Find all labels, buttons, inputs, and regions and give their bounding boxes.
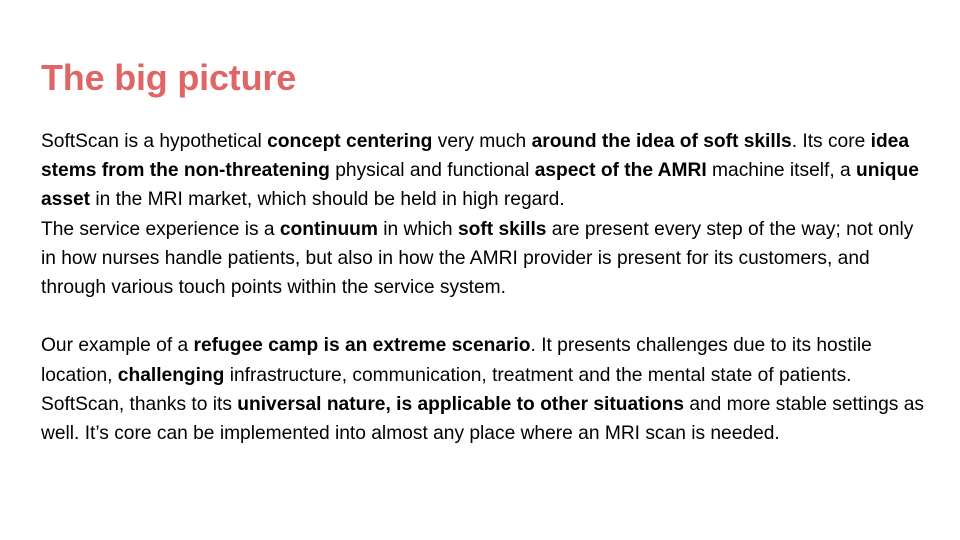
text-run: The service experience is a [41, 218, 280, 240]
text-run: are present every step of the way; not only in how nurses handle patients, but also in how the AMRI provider is present for its customers, and through various touch points within the service system. [41, 218, 914, 299]
text-run: physical and functional [329, 160, 535, 182]
text-run: very much [432, 131, 532, 152]
bold-run: challenging [117, 364, 225, 386]
text-run: . It presents challenges due to its hostile location, [41, 335, 872, 386]
text-run: machine itself, a [706, 160, 857, 182]
paragraph-spacer [41, 302, 931, 331]
bold-run: soft skills [457, 218, 547, 240]
text-run: in the MRI market, which should be held in high regard. [90, 189, 565, 211]
bold-run: universal nature, is applicable to other situations [237, 393, 684, 415]
text-run: infrastructure, communication, treatment and the mental state of patients. SoftScan, thanks to its [41, 364, 852, 415]
text-run: and more stable settings as well. It’s core can be implemented into almost any place where an MRI scan is needed. [41, 393, 924, 445]
text-run: . Its core [791, 131, 871, 152]
paragraph-service [41, 215, 931, 303]
text-run: SoftScan is a hypothetical [41, 131, 268, 152]
bold-run: idea stems from the non-threatening [41, 131, 910, 182]
paragraph-scenario [41, 331, 931, 448]
bold-run: concept centering [267, 131, 433, 152]
bold-run: unique asset [41, 160, 919, 211]
bold-run: around the idea of soft skills [531, 131, 792, 152]
paragraph-concept [41, 127, 931, 215]
text-run: in which [377, 218, 458, 240]
bold-run: refugee camp is an extreme scenario [193, 335, 531, 357]
text-run: Our example of a [41, 335, 194, 357]
bold-run: continuum [279, 218, 378, 240]
bold-run: aspect of the AMRI [534, 160, 707, 182]
slide-body [41, 127, 931, 448]
slide-title: The big picture [41, 57, 297, 98]
